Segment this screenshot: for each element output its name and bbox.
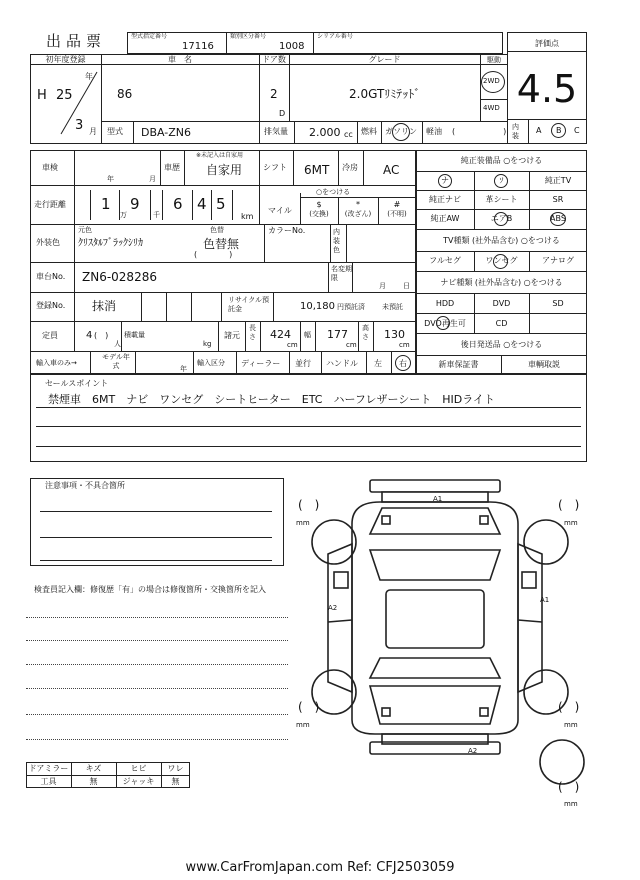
chassis-value: ZN6-028286 — [82, 270, 157, 284]
inspector-label: 検査員記入欄：修復歴「有」の場合は修復箇所・交換箇所を記入 — [34, 585, 266, 594]
ac-value: AC — [383, 163, 400, 177]
equip-item-9: ABS — [550, 214, 566, 223]
sales-text: 禁煙車 6MT ナビ ワンセグ シートヒーター ETC ハーフレザーシート HIDライト — [48, 393, 495, 406]
notes-label: 注意事項・不具合箇所 — [45, 481, 125, 490]
mm-bl: mm — [296, 721, 310, 729]
legend-r1-2: キズ — [85, 764, 102, 773]
orig-color-label: 元色 — [78, 226, 92, 234]
tv-title: TV種類 (社外品含む) ○をつける — [443, 236, 560, 245]
orig-color: ｸﾘｽﾀﾙﾌﾞﾗｯｸｼﾘｶ — [78, 238, 143, 249]
interior-grade-circle — [551, 123, 566, 138]
handle-left: 左 — [374, 359, 382, 368]
fuel-label: 燃料 — [361, 127, 377, 136]
grade-value: 2.0GTﾘﾐﾃｯﾄﾞ — [349, 87, 421, 101]
car-name: 86 — [117, 87, 133, 101]
model-value: DBA-ZN6 — [141, 126, 192, 139]
equip-item-5: 革シート — [485, 195, 518, 204]
equip-item-1: ナ — [441, 176, 449, 185]
bracket-bl: ( ) — [298, 700, 320, 714]
notes-box — [30, 478, 284, 566]
mm-br: mm — [564, 721, 578, 729]
year-value: 25 — [56, 88, 73, 103]
car-diagram — [290, 472, 590, 812]
equip-circle-2 — [494, 174, 508, 188]
usage-note: ※未記入は自家用 — [196, 152, 244, 159]
first-reg-label: 初年度登録 — [45, 55, 86, 64]
fuel-circle — [392, 123, 410, 141]
class-code-label: 類別区分番号 — [230, 33, 267, 40]
reg-no-label: 登録No. — [36, 301, 66, 310]
year-era: H — [37, 88, 47, 103]
legend-r2-3: ジャッキ — [122, 777, 155, 786]
mileage-digit-1: 1 — [101, 195, 111, 213]
handle-right: 右 — [399, 359, 407, 368]
rating-box — [507, 32, 587, 144]
import-parallel: 並行 — [295, 359, 311, 368]
model-code-box — [127, 32, 227, 54]
meter-opt-1-sym: $ — [316, 200, 322, 209]
model-year-unit: 年 — [180, 365, 187, 373]
mm-spare: mm — [564, 800, 578, 808]
nav-item-3: SD — [552, 299, 564, 308]
wid-label: 幅 — [304, 331, 311, 339]
drive-circle — [481, 71, 505, 93]
doors-label: ドア数 — [262, 55, 286, 64]
chassis-label: 車台No. — [36, 272, 66, 281]
nav-item-1: HDD — [435, 299, 455, 308]
model-label: 型式 — [107, 127, 123, 136]
tv-item-2: ワンセグ — [485, 256, 518, 265]
name-change-label: 名変期限 — [331, 265, 352, 282]
serial-box — [313, 32, 503, 54]
class-code-box — [226, 32, 314, 54]
tv-item-1: フルセグ — [429, 256, 461, 265]
legend-r1-4: ワレ — [167, 764, 184, 773]
diagram-label-a1-top: A1 — [433, 495, 443, 503]
tv-circle — [493, 254, 508, 269]
model-year-label: モデル年式 — [102, 353, 130, 370]
unpaid: 未預託 — [382, 303, 403, 311]
handle-circle — [395, 355, 411, 371]
form-title: 出品票 — [46, 32, 107, 50]
width-unit: cm — [346, 341, 357, 349]
fuel-value: ガソリン — [385, 127, 417, 136]
equip-item-7: 純正AW — [430, 214, 460, 223]
man-unit: 万 — [120, 211, 127, 219]
color-change-label: 色替 — [210, 226, 224, 234]
month-unit: 月 — [89, 127, 97, 136]
nav-circle — [436, 316, 450, 330]
sales-label: セールスポイント — [45, 379, 109, 388]
mileage-digit-3: 6 — [173, 195, 183, 213]
color-no-label: カラーNo. — [268, 226, 306, 235]
bracket-br: ( ) — [558, 700, 580, 714]
docs-title: 後日発送品 ○をつける — [460, 340, 543, 349]
month-value: 3 — [75, 118, 84, 133]
diagram-label-a2-bottom: A2 — [468, 747, 478, 755]
docs-item-1: 新車保証書 — [438, 360, 479, 369]
length-value: 424 — [270, 328, 291, 341]
import-class-label: 輸入区分 — [197, 359, 225, 367]
meter-opt-3-text: (不明) — [387, 210, 407, 218]
capacity-unit: 人 — [114, 340, 121, 348]
color-label: 外装色 — [36, 238, 60, 247]
diagram-label-a2-left: A2 — [328, 604, 338, 612]
legend-r1-1: ドアミラー — [28, 764, 69, 773]
meter-opt-2-sym: * — [356, 200, 360, 209]
shift-label: シフト — [263, 163, 287, 172]
mm-tr: mm — [564, 519, 578, 527]
drive-4wd: 4WD — [483, 104, 500, 112]
capacity-paren: ( ) — [94, 331, 109, 340]
displacement-value: 2.000 — [309, 126, 341, 139]
hgt-label: 高さ — [362, 324, 369, 341]
interior-color-label: 内装色 — [333, 228, 340, 254]
ac-label: 冷房 — [342, 163, 358, 172]
meter-note: ○をつける — [316, 188, 351, 196]
door-type: D — [279, 109, 286, 118]
capacity-label: 定員 — [42, 331, 58, 340]
nav-title: ナビ種類 (社外品含む) ○をつける — [440, 278, 563, 287]
sales-box — [30, 374, 587, 462]
dim-label: 諸元 — [224, 331, 240, 340]
length-unit: cm — [287, 341, 298, 349]
mileage-label: 走行距離 — [34, 200, 66, 209]
nav-item-5: CD — [495, 319, 508, 328]
name-change-day: 日 — [403, 282, 410, 290]
equip-item-8: エアB — [490, 214, 513, 223]
drive-2wd: 2WD — [483, 77, 500, 85]
color-paren: ( ) — [194, 250, 233, 259]
recycle-unit: 円預託済 — [337, 303, 365, 311]
load-label: 積載量 — [124, 331, 145, 339]
displacement-label: 排気量 — [264, 127, 288, 136]
usage-value: 自家用 — [206, 163, 243, 177]
class-code: 1008 — [279, 41, 305, 52]
legend-r2-4: 無 — [171, 777, 180, 786]
inspection-year-unit: 年 — [107, 175, 114, 183]
nav-item-4: DVD再生可 — [424, 319, 466, 328]
capacity-value: 4 — [86, 330, 93, 341]
oil-label: 軽油 — [426, 127, 442, 136]
rating-label: 評価点 — [535, 39, 559, 48]
bracket-tr: ( ) — [558, 498, 580, 512]
import-label: 輸入車のみ→ — [36, 359, 77, 367]
meter-opt-3-sym: # — [393, 200, 401, 209]
km-unit: km — [241, 212, 254, 221]
legend-r2-1: 工具 — [40, 777, 57, 786]
nav-item-2: DVD — [492, 299, 511, 308]
interior-grade-c: C — [574, 126, 580, 135]
inspection-label: 車検 — [42, 163, 58, 172]
recycle-label: リサイクル預託金 — [228, 296, 270, 313]
sen-unit: 千 — [153, 211, 160, 219]
bracket-spare: ( ) — [558, 780, 580, 794]
recycle-value: 10,180 — [300, 301, 335, 312]
docs-item-2: 車輌取説 — [528, 360, 560, 369]
usage-label: 車歴 — [164, 163, 180, 172]
len-label: 長さ — [249, 324, 256, 341]
equip-item-6: SR — [552, 195, 564, 204]
mile-label: マイル — [268, 206, 292, 215]
rating-value: 4.5 — [516, 67, 578, 111]
handle-label: ハンドル — [326, 359, 358, 368]
diagram-label-a1-right: A1 — [540, 596, 550, 604]
equip-item-2: ｿ — [499, 176, 504, 185]
equip-item-4: 純正ナビ — [429, 195, 461, 204]
model-code-label: 型式指定番号 — [131, 33, 168, 40]
legend-r2-2: 無 — [89, 777, 98, 786]
inspection-month-unit: 月 — [149, 175, 156, 183]
doors-value: 2 — [270, 87, 278, 101]
equipment-title: 純正装備品 ○をつける — [460, 156, 543, 165]
mileage-digit-4: 4 — [197, 195, 207, 213]
equip-circle-8 — [494, 212, 508, 226]
reg-status: 抹消 — [92, 299, 117, 313]
shift-value: 6MT — [304, 163, 330, 177]
equip-circle-9 — [550, 212, 566, 226]
load-unit: kg — [203, 340, 212, 348]
equip-item-3: 純正TV — [544, 176, 572, 185]
serial-label: シリアル番号 — [317, 33, 353, 40]
bracket-tl: ( ) — [298, 498, 320, 512]
interior-label: 内装 — [512, 123, 519, 140]
model-code: 17116 — [182, 41, 214, 52]
interior-grade-a: A — [536, 126, 542, 135]
footer-watermark: www.CarFromJapan.com Ref: CFJ2503059 — [185, 860, 455, 875]
drive-label: 駆動 — [487, 56, 501, 64]
meter-opt-2-text: (改ざん) — [344, 210, 372, 218]
import-dealer: ディーラー — [241, 359, 281, 368]
interior-grade-b: B — [556, 126, 562, 135]
car-name-label: 車 名 — [168, 55, 192, 64]
year-unit: 年 — [85, 72, 93, 81]
legend-r1-3: ヒビ — [130, 764, 147, 773]
color-change: 色替無 — [203, 237, 240, 251]
tv-item-3: アナログ — [542, 256, 574, 265]
meter-opt-1-text: (交換) — [309, 210, 329, 218]
equip-circle-1 — [438, 174, 452, 188]
oil-paren: ( ) — [452, 127, 507, 136]
mm-tl: mm — [296, 519, 310, 527]
height-unit: cm — [399, 341, 410, 349]
name-change-month: 月 — [379, 282, 386, 290]
mileage-digit-2: 9 — [130, 195, 140, 213]
height-value: 130 — [384, 328, 405, 341]
grade-label: グレード — [368, 55, 401, 64]
displacement-unit: cc — [344, 130, 353, 139]
width-value: 177 — [327, 328, 348, 341]
mileage-digit-5: 5 — [216, 195, 226, 213]
